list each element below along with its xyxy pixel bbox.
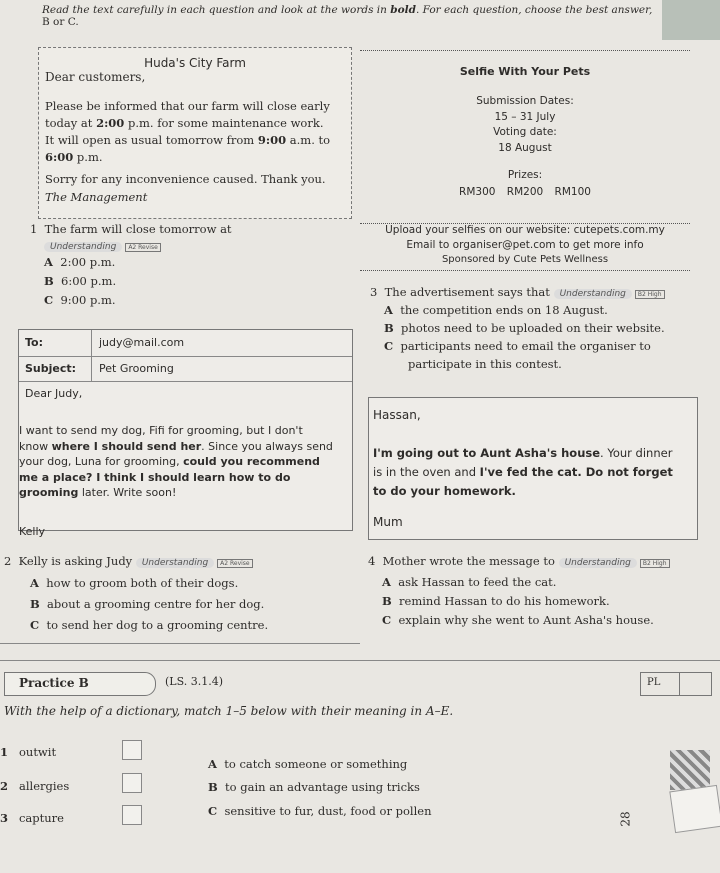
q1-options — [44, 253, 116, 310]
email-line: your dog, Luna for grooming, — [19, 455, 184, 468]
instruction-bold: bold — [390, 4, 416, 16]
q4-tag-label: Understanding — [559, 558, 637, 568]
question-1 — [30, 222, 232, 236]
farm-notice-title: Huda's City Farm — [144, 56, 246, 70]
email-body — [19, 423, 351, 501]
farm-greeting: Dear customers, — [45, 70, 146, 84]
option-text: about a grooming centre for her dog. — [47, 597, 265, 611]
option-letter: C — [382, 613, 392, 627]
meaning-letter: B — [208, 780, 218, 794]
mum-note — [368, 397, 698, 540]
answer-box-1[interactable] — [122, 740, 142, 760]
q3-text: The advertisement says that — [384, 285, 550, 299]
farm-line: a.m. to — [286, 133, 331, 147]
option-text: 6:00 p.m. — [61, 274, 117, 288]
match-word-3 — [0, 811, 64, 825]
option-text: ask Hassan to feed the cat. — [398, 575, 557, 589]
q3-number: 3 — [370, 285, 378, 299]
option-letter: C — [30, 618, 40, 632]
practice-label-box — [4, 672, 156, 696]
q2-number: 2 — [4, 554, 12, 568]
email-greeting: Dear Judy, — [25, 387, 83, 400]
option-text: 9:00 p.m. — [60, 293, 116, 307]
selfie-advertisement — [360, 50, 690, 265]
q1-option[interactable] — [44, 291, 116, 310]
word-text: outwit — [18, 745, 57, 759]
q3-option-c-cont: participate in this contest. — [408, 357, 562, 371]
meaning-text: to catch someone or something — [224, 757, 408, 771]
paper-corner-icon — [669, 785, 720, 833]
instruction-line2: B or C. — [42, 16, 79, 28]
note-bold: I'm going out to Aunt Asha's house — [373, 446, 601, 460]
note-line: is in the oven and — [373, 465, 480, 479]
prize-1: RM300 — [459, 186, 496, 198]
farm-bold: 6:00 — [45, 150, 74, 164]
answer-box-2[interactable] — [122, 773, 142, 793]
word-number: 3 — [0, 811, 9, 825]
email-signoff: Kelly — [19, 525, 46, 538]
q1-option[interactable] — [44, 272, 116, 291]
farm-line: p.m. for some maintenance work. — [124, 116, 324, 130]
ad-upload: Upload your selfies on our website: cutepets.com.my — [385, 224, 665, 236]
email-subject-row — [19, 356, 352, 382]
email-bold: could you recommend — [183, 455, 320, 468]
word-text: capture — [18, 811, 64, 825]
instruction — [42, 4, 682, 28]
farm-line: It will open as usual tomorrow from — [45, 133, 258, 147]
page-number: 28 — [618, 811, 633, 827]
farm-bold: 9:00 — [257, 133, 287, 147]
meaning-b — [208, 780, 420, 794]
q3-option[interactable] — [384, 319, 699, 337]
ad-prizes — [360, 186, 690, 198]
email-bold: me a place? I think I should learn how to do — [19, 470, 291, 484]
prize-3: RM100 — [554, 186, 591, 198]
q2-options — [30, 573, 268, 636]
email-divider — [91, 330, 92, 356]
q4-option[interactable] — [382, 573, 654, 592]
q3-options — [384, 301, 699, 373]
email-to-row — [19, 330, 352, 357]
question-3 — [370, 285, 665, 299]
q4-options — [382, 573, 654, 630]
q2-tag-label: Understanding — [136, 558, 214, 568]
farm-line: today at — [45, 116, 97, 130]
note-bold: I've fed the cat. Do not forget — [479, 465, 673, 479]
question-4 — [368, 554, 670, 568]
corner-photo — [662, 0, 720, 40]
farm-body — [45, 98, 345, 166]
q4-tag-level: B2 High — [640, 559, 670, 568]
meaning-a — [208, 757, 407, 771]
note-greeting: Hassan, — [373, 408, 421, 422]
pl-box — [640, 672, 712, 696]
email-subject-label: Subject: — [25, 362, 77, 375]
email-to-label: To: — [25, 336, 43, 349]
option-text: 2:00 p.m. — [60, 255, 116, 269]
ad-voting-date: 18 August — [498, 142, 552, 154]
option-text: to send her dog to a grooming centre. — [46, 618, 269, 632]
meaning-letter: A — [208, 757, 217, 771]
instruction-text: Read the text carefully in each question and look at the words in — [42, 4, 391, 16]
q1-number: 1 — [30, 222, 38, 236]
option-letter: A — [382, 575, 391, 589]
email-line: know — [19, 439, 52, 453]
q4-text: Mother wrote the message to — [382, 554, 555, 568]
option-letter: B — [30, 597, 40, 611]
q1-tag — [44, 238, 161, 252]
ad-voting-label: Voting date: — [493, 126, 557, 138]
q3-tag-level: B2 High — [635, 290, 665, 299]
section-divider — [0, 660, 720, 661]
email-line: I want to send my dog, Fifi for grooming, but I don't — [19, 424, 303, 437]
q1-tag-level: A2 Revise — [125, 243, 160, 252]
q2-option[interactable] — [30, 615, 268, 636]
email-bold: grooming — [19, 486, 79, 499]
farm-line: Please be informed that our farm will close early — [45, 99, 330, 113]
farm-signoff: The Management — [45, 190, 148, 204]
word-number: 2 — [0, 779, 9, 793]
option-letter: B — [382, 594, 392, 608]
email-subject-value: Pet Grooming — [99, 362, 174, 375]
option-letter: B — [44, 274, 54, 288]
answer-box-3[interactable] — [122, 805, 142, 825]
ad-submission-dates: 15 – 31 July — [494, 111, 556, 123]
ad-email: Email to organiser@pet.com to get more info — [406, 239, 644, 251]
ad-sponsor: Sponsored by Cute Pets Wellness — [441, 254, 609, 265]
option-letter: C — [384, 339, 394, 353]
q4-number: 4 — [368, 554, 376, 568]
q3-tag-label: Understanding — [554, 289, 632, 299]
note-bold: to do your homework. — [373, 484, 516, 498]
option-text: remind Hassan to do his homework. — [399, 594, 610, 608]
email-line: . Since you always send — [201, 439, 333, 453]
farm-notice — [38, 47, 352, 219]
q2-option[interactable] — [30, 573, 268, 594]
match-word-1 — [0, 745, 56, 759]
pl-divider — [679, 673, 680, 695]
note-signoff: Mum — [373, 515, 403, 529]
practice-label: Practice B — [19, 676, 89, 690]
q1-option[interactable] — [44, 253, 116, 272]
q3-option[interactable] — [384, 301, 699, 319]
option-letter: C — [44, 293, 54, 307]
q1-text: The farm will close tomorrow at — [44, 222, 232, 236]
note-body — [373, 444, 695, 501]
meaning-letter: C — [208, 804, 218, 818]
q2-tag-level: A2 Revise — [217, 559, 252, 568]
email-line: later. Write soon! — [78, 486, 177, 499]
ad-prizes-label: Prizes: — [507, 169, 543, 181]
word-text: allergies — [18, 779, 70, 793]
q4-option[interactable] — [382, 592, 654, 611]
farm-line: p.m. — [73, 150, 103, 164]
option-text: explain why she went to Aunt Asha's house. — [398, 613, 654, 627]
q3-option[interactable] — [384, 337, 699, 355]
meaning-c — [208, 804, 431, 818]
instruction-text-end: . For each question, choose the best answer, — [415, 4, 653, 16]
note-line: . Your dinner — [600, 446, 673, 460]
practice-instruction: With the help of a dictionary, match 1–5 below with their meaning in A–E. — [4, 704, 454, 718]
email — [18, 329, 353, 538]
option-text: participants need to email the organiser to — [400, 339, 651, 353]
email-to-value: judy@mail.com — [99, 336, 185, 349]
ad-title: Selfie With Your Pets — [459, 65, 591, 78]
farm-apology: Sorry for any inconvenience caused. Thank you. — [45, 172, 326, 186]
email-divider — [91, 356, 92, 381]
q4-option[interactable] — [382, 611, 654, 630]
option-letter: A — [30, 576, 39, 590]
option-text: photos need to be uploaded on their website. — [401, 321, 665, 335]
qr-code-icon — [670, 750, 710, 790]
ad-submission-label: Submission Dates: — [476, 95, 574, 107]
option-letter: A — [384, 303, 393, 317]
practice-code: (LS. 3.1.4) — [165, 675, 224, 688]
option-text: the competition ends on 18 August. — [400, 303, 608, 317]
meaning-text: sensitive to fur, dust, food or pollen — [224, 804, 432, 818]
meaning-text: to gain an advantage using tricks — [225, 780, 420, 794]
option-text: how to groom both of their dogs. — [46, 576, 239, 590]
option-letter: B — [384, 321, 394, 335]
question-2 — [4, 554, 253, 568]
section-divider — [0, 643, 360, 644]
q1-tag-label: Understanding — [44, 242, 122, 252]
word-number: 1 — [0, 745, 9, 759]
prize-2: RM200 — [506, 186, 544, 198]
q2-option[interactable] — [30, 594, 268, 615]
pl-label: PL — [647, 677, 661, 688]
farm-bold: 2:00 — [96, 116, 125, 130]
email-bold: where I should send her — [51, 439, 202, 453]
match-word-2 — [0, 779, 69, 793]
ad-bottom-border — [360, 270, 690, 271]
option-letter: A — [44, 255, 53, 269]
q2-text: Kelly is asking Judy — [18, 554, 133, 568]
